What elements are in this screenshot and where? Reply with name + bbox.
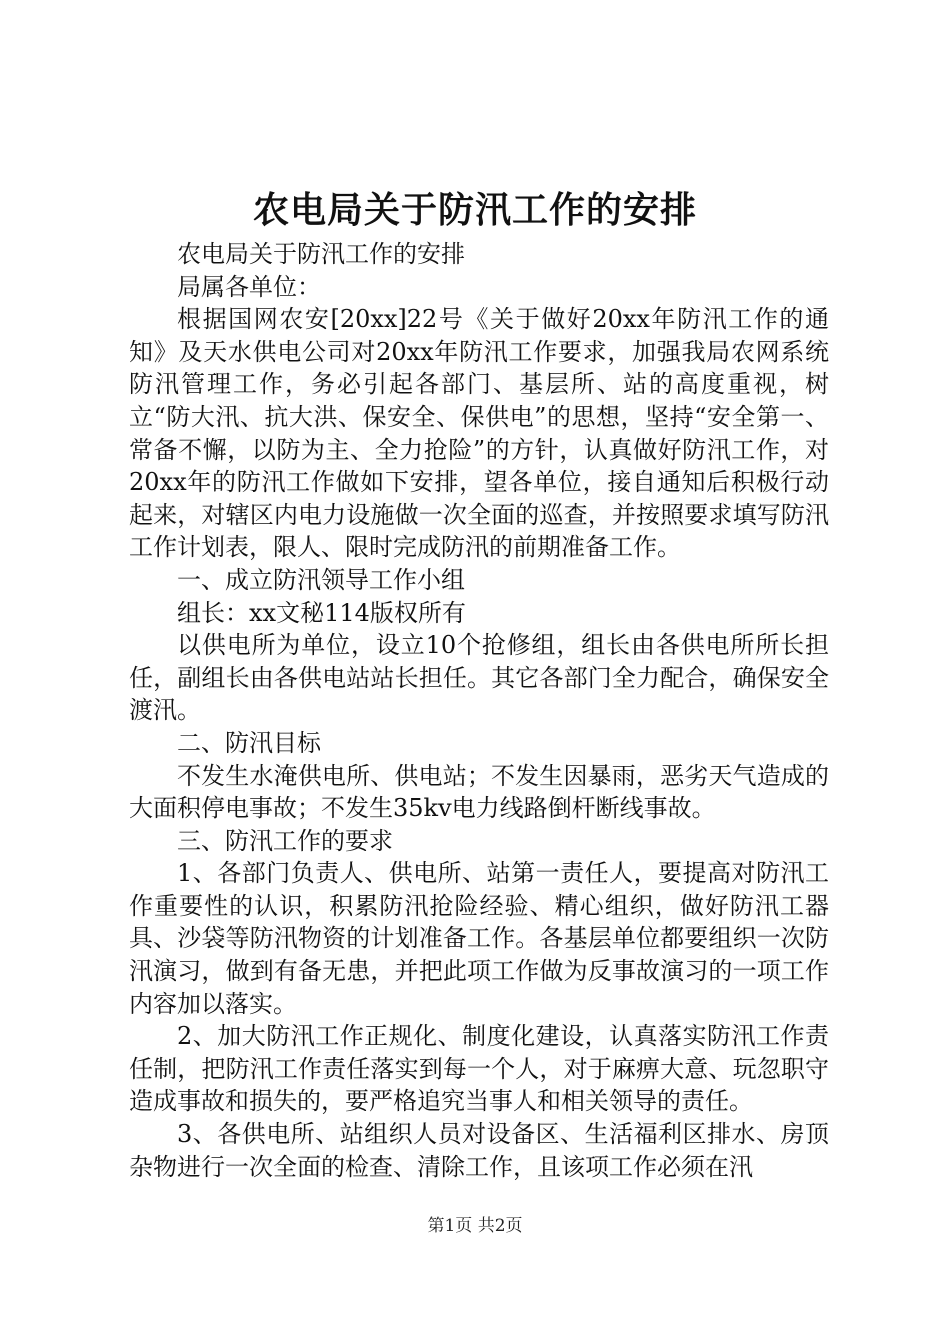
paragraph-requirement-1: 1、各部门负责人、供电所、站第一责任人，要提高对防汛工作重要性的认识，积累防汛抢险经验、精心组织，做好防汛工器具、沙袋等防汛物资的计划准备工作。各基层单位都要组织一次防汛演习，做到有备无患，并把此项工作做为反事故演习的一项工作内容加以落实。 — [129, 859, 829, 1018]
paragraph-intro: 根据国网农安[20xx]22号《关于做好20xx年防汛工作的通知》及天水供电公司对20xx年防汛工作要求，加强我局农网系统防汛管理工作，务必引起各部门、基层所、站的高度重视，树立“防大汛、抗大洪、保安全、保供电”的思想，坚持“安全第一、常备不懈，以防为主、全力抢险”的方针，认真做好防汛工作，对20xx年的防汛工作做如下安排，望各单位，接自通知后积极行动起来，对辖区内电力设施做一次全面的巡查，并按照要求填写防汛工作计划表，限人、限时完成防汛的前期准备工作。 — [129, 305, 829, 562]
paragraph-requirement-3: 3、各供电所、站组织人员对设备区、生活福利区排水、房顶杂物进行一次全面的检查、清除工作，且该项工作必须在汛 — [129, 1120, 829, 1181]
document-title: 农电局关于防汛工作的安排 — [252, 189, 697, 231]
section-heading-2: 二、防汛目标 — [177, 728, 321, 757]
page-number-footer: 第1页 共2页 — [427, 1216, 523, 1236]
paragraph-goals: 不发生水淹供电所、供电站；不发生因暴雨，恶劣天气造成的大面积停电事故；不发生35kv电力线路倒杆断线事故。 — [129, 761, 829, 823]
section-heading-1: 一、成立防汛领导工作小组 — [177, 565, 465, 594]
paragraph-team-leader: 组长：xx文秘114版权所有 — [177, 598, 466, 627]
section-heading-3: 三、防汛工作的要求 — [177, 826, 393, 855]
paragraph-salutation: 局属各单位： — [177, 272, 321, 301]
paragraph-repair-groups: 以供电所为单位，设立10个抢修组，组长由各供电所所长担任，副组长由各供电站站长担任。其它各部门全力配合，确保安全渡汛。 — [129, 631, 829, 725]
paragraph-requirement-2: 2、加大防汛工作正规化、制度化建设，认真落实防汛工作责任制，把防汛工作责任落实到每一个人，对于麻痹大意、玩忽职守造成事故和损失的，要严格追究当事人和相关领导的责任。 — [129, 1022, 829, 1116]
document-body — [129, 238, 829, 1183]
paragraph-subtitle: 农电局关于防汛工作的安排 — [177, 240, 465, 268]
